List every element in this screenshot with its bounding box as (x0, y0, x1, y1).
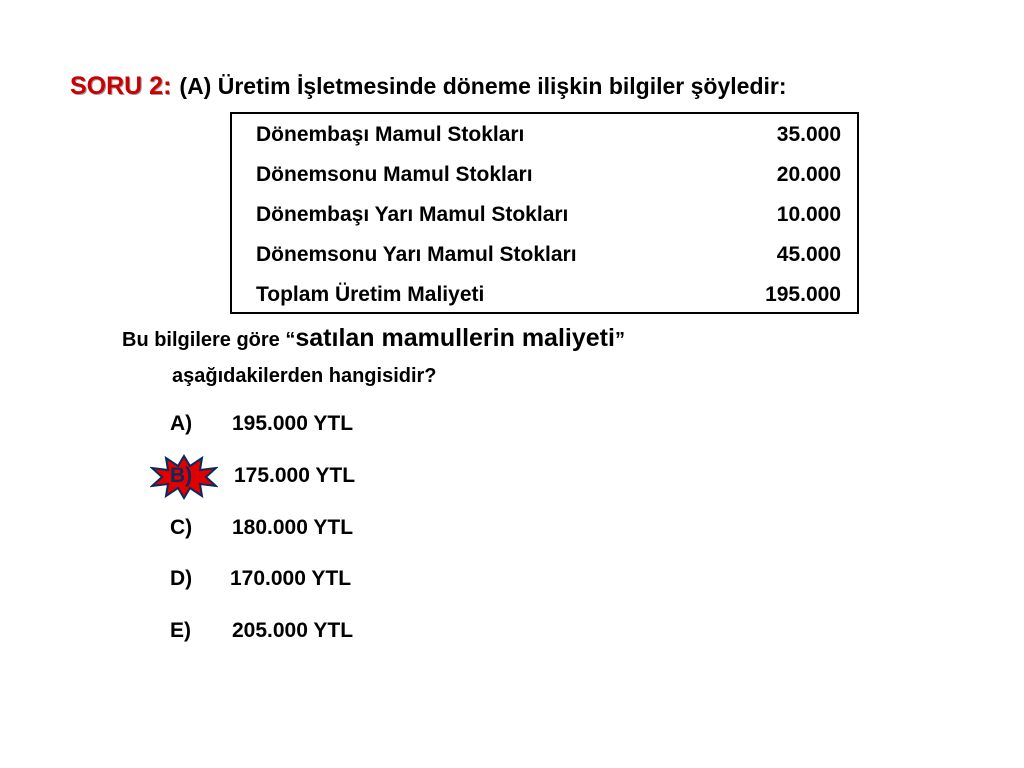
option-letter: A) (170, 412, 193, 435)
option-letter: C) (170, 516, 193, 539)
option-text: 175.000 YTL (234, 464, 356, 487)
option-letter: D) (170, 567, 193, 590)
question-number: SORU 2: (70, 72, 172, 100)
table-row (256, 160, 841, 190)
row-value: 195.000 (765, 283, 841, 306)
option-text: 195.000 YTL (232, 412, 354, 435)
row-value: 45.000 (776, 243, 841, 266)
table-row (256, 240, 841, 270)
row-value: 10.000 (776, 203, 841, 226)
option-letter: E) (170, 619, 191, 642)
question-intro: (A) Üretim İşletmesinde döneme ilişkin bilgiler şöyledir: (179, 73, 787, 99)
question-header (70, 72, 787, 101)
question-text (122, 320, 625, 394)
table-row (256, 200, 841, 230)
table-row (256, 120, 841, 150)
table-row (256, 280, 841, 310)
question-line-1 (122, 324, 625, 352)
option-letter: B) (170, 464, 193, 487)
row-label: Dönembaşı Mamul Stokları (256, 123, 525, 146)
row-value: 35.000 (776, 123, 841, 146)
row-label: Dönemsonu Yarı Mamul Stokları (256, 243, 577, 266)
question-prefix: Bu bilgilere göre “ (122, 329, 296, 351)
row-label: Dönemsonu Mamul Stokları (256, 163, 533, 186)
option-text: 205.000 YTL (232, 619, 354, 642)
question-line-2: aşağıdakilerden hangisidir? (172, 365, 437, 387)
row-value: 20.000 (776, 163, 841, 186)
question-suffix: ” (614, 329, 625, 351)
option-text: 180.000 YTL (232, 516, 354, 539)
question-emphasis: satılan mamullerin maliyeti (295, 324, 615, 352)
row-label: Dönembaşı Yarı Mamul Stokları (256, 203, 569, 226)
row-label: Toplam Üretim Maliyeti (256, 283, 485, 306)
data-table (230, 112, 859, 314)
option-text: 170.000 YTL (230, 567, 352, 590)
